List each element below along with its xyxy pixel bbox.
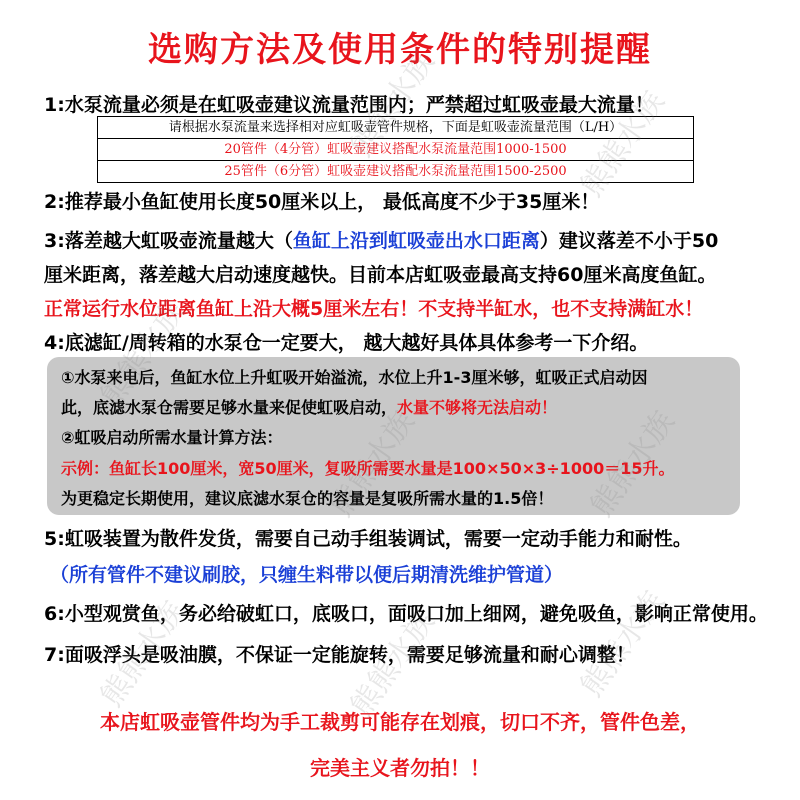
item-1-text: 1:水泵流量必须是在虹吸壶建议流量范围内；严禁超过虹吸壶最大流量！	[44, 94, 654, 116]
box-line-5: 为更稳定长期使用，建议底滤水泵仓的容量是复吸所需水量的1.5倍！	[61, 489, 554, 508]
item-5-note: （所有管件不建议刷胶，只缠生料带以便后期清洗维护管道）	[50, 564, 564, 586]
watermark: 熊熊水族	[344, 604, 442, 724]
item-4-text: 4:底滤缸/周转箱的水泵仓一定要大， 越大越好具体具体参考一下介绍。	[44, 332, 649, 354]
watermark: 熊熊水族	[574, 84, 672, 204]
flow-table-header: 请根据水泵流量来选择相对应虹吸壶管件规格，下面是虹吸壶流量范围（L/H）	[168, 120, 623, 135]
item-5-text: 5:虹吸装置为散件发货，需要自己动手组装调试，需要一定动手能力和耐性。	[44, 528, 692, 550]
box-line-2	[61, 395, 557, 418]
flow-range-table	[97, 116, 694, 183]
watermark: 熊熊水族	[94, 294, 192, 414]
watermark: 熊熊水族	[344, 44, 442, 164]
watermark: 熊熊水族	[574, 584, 672, 704]
item-3-line-1	[44, 226, 718, 253]
page-title: 选购方法及使用条件的特别提醒	[148, 30, 652, 70]
item-3-warning: 正常运行水位距离鱼缸上沿大概5厘米左右！不支持半缸水，也不支持满缸水！	[44, 298, 704, 320]
item-3-highlight: 鱼缸上沿到虹吸壶出水口距离	[292, 230, 540, 252]
item-3-part-1: 3:落差越大虹吸壶流量越大（	[44, 230, 293, 252]
item-3-part-2: ）建议落差不小于50	[539, 230, 719, 252]
box-line-3: ②虹吸启动所需水量计算方法：	[61, 428, 283, 447]
flow-table-row-20: 20管件（4分管）虹吸壶建议搭配水泵流量范围1000-1500	[98, 138, 693, 160]
footer-line-2: 完美主义者勿拍！！	[310, 756, 490, 780]
item-2-text: 2:推荐最小鱼缸使用长度50厘米以上， 最低高度不少于35厘米！	[44, 191, 600, 213]
box-line-2a: 此，底滤水泵仓需要足够水量来促使虹吸启动，	[61, 398, 398, 417]
item-6-text: 6:小型观赏鱼，务必给破虹口，底吸口，面吸口加上细网，避免吸鱼，影响正常使用。	[44, 603, 768, 625]
box-line-2b: 水量不够将无法启动！	[397, 398, 558, 417]
watermark: 熊熊水族	[94, 594, 192, 714]
water-volume-info-box	[47, 357, 740, 515]
box-line-4: 示例：鱼缸长100厘米，宽50厘米，复吸所需要水量是100×50×3÷1000＝15升。	[61, 459, 675, 478]
footer-line-1: 本店虹吸壶管件均为手工裁剪可能存在划痕，切口不齐，管件色差，	[100, 710, 700, 734]
flow-table-row-25: 25管件（6分管）虹吸壶建议搭配水泵流量范围1500-2500	[98, 160, 693, 182]
box-line-1: ①水泵来电后，鱼缸水位上升虹吸开始溢流，水位上升1-3厘米够，虹吸正式启动因	[61, 368, 648, 387]
item-3-line-2: 厘米距离，落差越大启动速度越快。目前本店虹吸壶最高支持60厘米高度鱼缸。	[44, 264, 717, 286]
item-7-text: 7:面吸浮头是吸油膜，不保证一定能旋转，需要足够流量和耐心调整！	[44, 644, 635, 666]
